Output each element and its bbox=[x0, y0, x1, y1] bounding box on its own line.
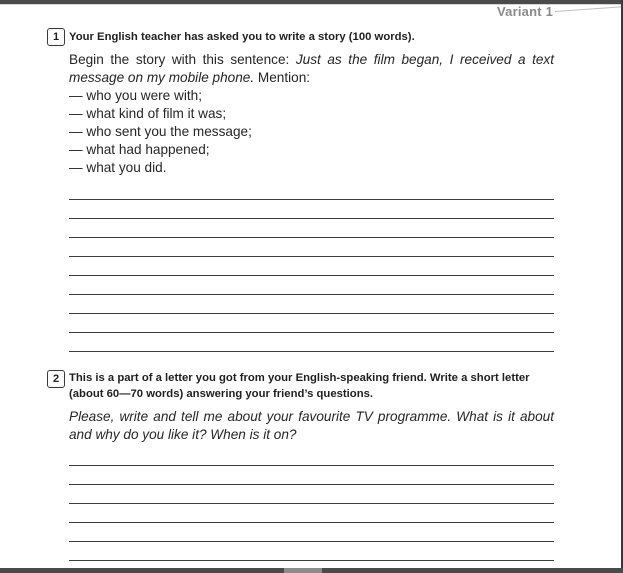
writing-line bbox=[69, 560, 554, 561]
task-1-opening-sentence: Just as the film began, I received a text message on my mobile phone. bbox=[69, 52, 554, 85]
task-1-instructions bbox=[69, 51, 554, 87]
writing-line bbox=[69, 332, 554, 333]
variant-rule bbox=[555, 6, 623, 12]
writing-line bbox=[69, 218, 554, 219]
task-1-point: — who sent you the message; bbox=[69, 124, 252, 139]
task-2-letter-excerpt bbox=[69, 408, 554, 444]
task-2-number: 2 bbox=[47, 370, 65, 388]
writing-line bbox=[69, 351, 554, 352]
task-1-point: — what had happened; bbox=[69, 142, 210, 157]
task-1-points bbox=[69, 87, 554, 177]
task-1-point: — what kind of film it was; bbox=[69, 106, 227, 121]
task-1-mention: Mention: bbox=[254, 70, 311, 85]
task-2-title: This is a part of a letter you got from your English-speaking friend. Write a short letter (about 60—70 words) answering your friend’s questions. bbox=[69, 372, 530, 400]
writing-line bbox=[69, 313, 554, 314]
task-1-point: — who you were with; bbox=[69, 88, 202, 103]
scrollbar-thumb[interactable] bbox=[284, 568, 322, 573]
writing-line bbox=[69, 294, 554, 295]
writing-line bbox=[69, 484, 554, 485]
task-1-intro: Begin the story with this sentence: bbox=[69, 52, 296, 67]
writing-line bbox=[69, 275, 554, 276]
writing-line bbox=[69, 465, 554, 466]
writing-line bbox=[69, 522, 554, 523]
writing-line bbox=[69, 541, 554, 542]
writing-line bbox=[69, 503, 554, 504]
writing-line bbox=[69, 237, 554, 238]
writing-line bbox=[69, 199, 554, 200]
writing-line bbox=[69, 256, 554, 257]
variant-label: Variant 1 bbox=[497, 4, 553, 19]
task-1-point: — what you did. bbox=[69, 160, 167, 175]
task-2-letter-text: Please, write and tell me about your favourite TV programme. What is it about and why do you like it? When is it on? bbox=[69, 409, 554, 442]
task-1-number: 1 bbox=[47, 28, 65, 46]
task-1-title: Your English teacher has asked you to write a story (100 words). bbox=[69, 31, 415, 43]
